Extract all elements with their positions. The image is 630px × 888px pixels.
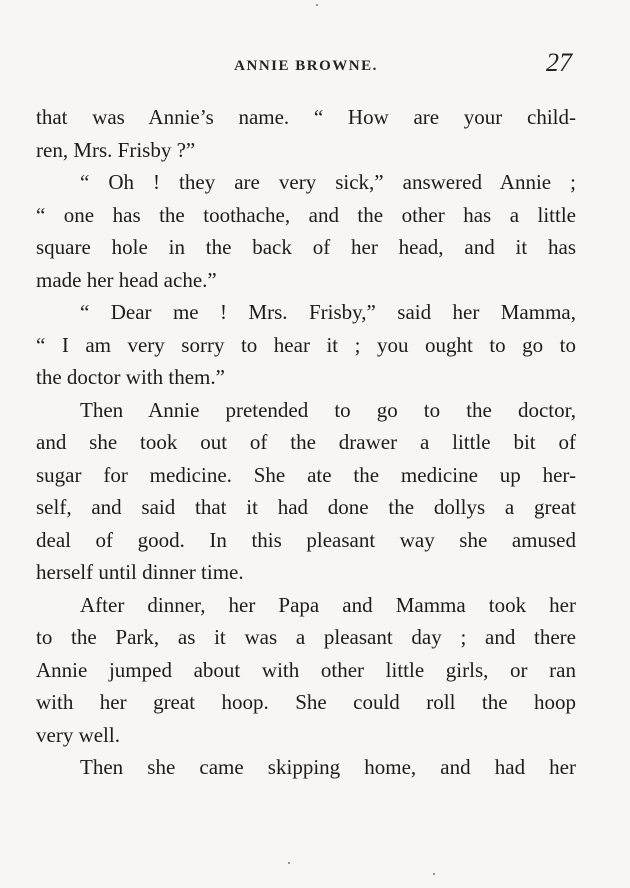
text-line: After dinner, her Papa and Mamma took her [80, 592, 576, 617]
text-line: Then she came skipping home, and had her [80, 755, 576, 779]
text-line: very well. [36, 722, 120, 747]
text-line: made her head ache.” [36, 267, 217, 292]
text-line: with her great hoop. She could roll the hoop [36, 690, 576, 714]
text-line: “ one has the toothache, and the other has a little [36, 202, 576, 227]
body-text [36, 101, 576, 784]
text-line: “ Dear me ! Mrs. Frisby,” said her Mamma, [80, 300, 576, 324]
text-line: the doctor with them.” [36, 365, 225, 389]
text-line: “ Oh ! they are very sick,” answered Annie ; [80, 170, 576, 194]
text-line: self, and said that it had done the dollys a great [36, 495, 576, 519]
text-line: Then Annie pretended to go to the doctor, [80, 397, 576, 422]
text-line: and she took out of the drawer a little bit of [36, 430, 576, 454]
print-speck [288, 862, 290, 864]
running-title: ANNIE BROWNE. [234, 58, 378, 74]
text-line: square hole in the back of her head, and it has [36, 235, 576, 259]
text-line: sugar for medicine. She ate the medicine up her- [36, 462, 576, 487]
text-line: herself until dinner time. [36, 560, 244, 584]
text-line: “ I am very sorry to hear it ; you ought to go to [36, 332, 576, 357]
text-line: ren, Mrs. Frisby ?” [36, 137, 196, 162]
text-line: Annie jumped about with other little girls, or ran [36, 657, 576, 682]
text-line: to the Park, as it was a pleasant day ; and there [36, 625, 576, 649]
text-line: deal of good. In this pleasant way she amused [36, 527, 576, 552]
print-speck [433, 873, 435, 875]
page-number: 27 [546, 48, 572, 77]
text-line: that was Annie’s name. “ How are your child- [36, 105, 576, 129]
running-head [36, 48, 576, 80]
print-speck [316, 4, 318, 6]
